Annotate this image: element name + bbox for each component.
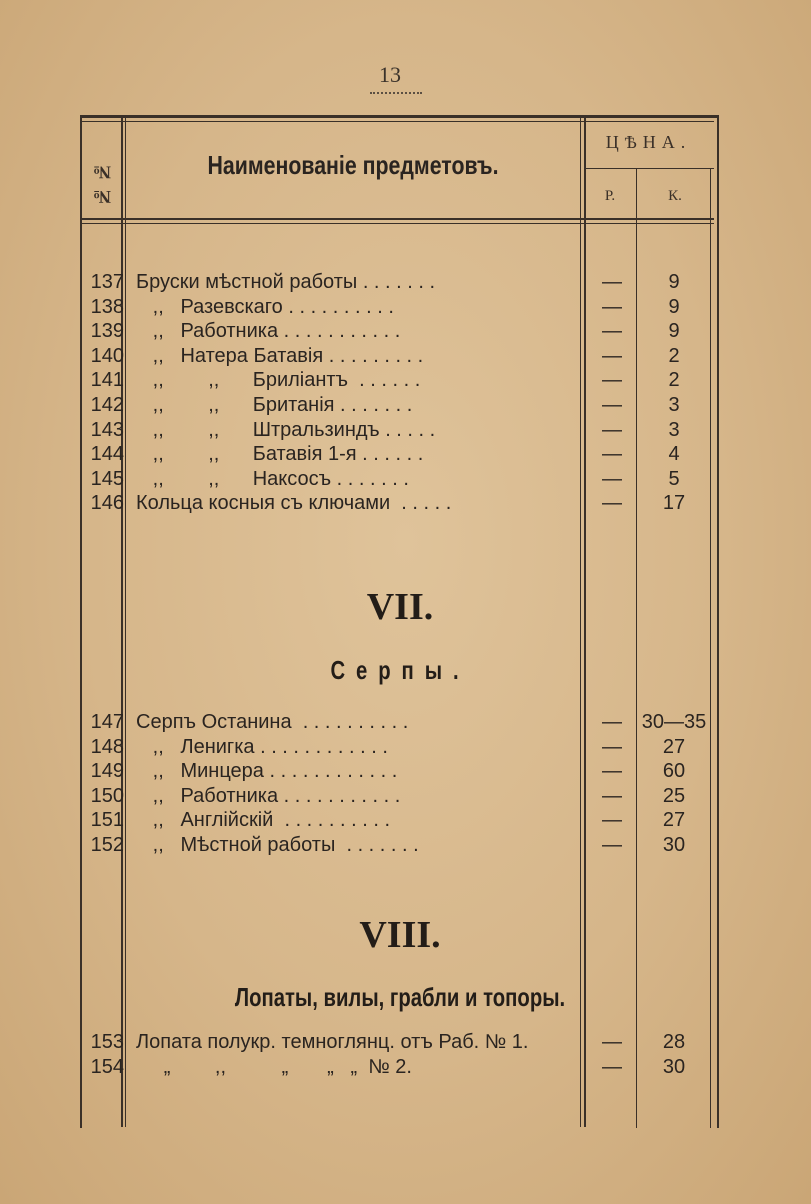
item-price-kop: 3 <box>668 394 680 416</box>
table-row <box>82 368 714 392</box>
item-number: 153 <box>90 1031 124 1053</box>
item-price-rub: — <box>602 369 622 392</box>
table-row <box>82 759 714 783</box>
item-price-rub: — <box>602 1031 622 1053</box>
item-name: ,, Англійскій . . . . . . . . . . <box>136 809 391 832</box>
page-number: 13 <box>379 62 401 87</box>
header-rule-bottom2 <box>82 223 714 224</box>
section-title: Серпы. <box>330 655 470 685</box>
item-name: ,, ,, Батавія 1-я . . . . . . <box>136 443 424 466</box>
item-name: ,, ,, Штральзиндъ . . . . . <box>136 418 436 441</box>
item-name: ,, Минцера . . . . . . . . . . . . <box>136 760 398 783</box>
item-price-rub: — <box>602 735 622 758</box>
item-number: 143 <box>90 418 124 441</box>
item-name: ,, Разевскаго . . . . . . . . . . <box>136 295 394 318</box>
item-price-kop: 4 <box>668 443 680 466</box>
header-title: Наименованіе предметовъ. <box>207 150 499 180</box>
item-price-kop: 17 <box>662 492 686 515</box>
item-price-rub: — <box>602 760 622 783</box>
item-number: 150 <box>90 784 124 807</box>
table-row <box>82 784 714 808</box>
table-row <box>82 295 714 319</box>
item-name: Серпъ Останина . . . . . . . . . . <box>136 711 409 733</box>
item-price-kop: 30 <box>662 834 686 856</box>
item-number: 151 <box>90 809 124 832</box>
table-row <box>82 270 714 294</box>
item-name: ,, ,, Наксосъ . . . . . . . <box>136 467 409 490</box>
table-row <box>82 344 714 368</box>
page-number-underline <box>370 90 422 94</box>
item-number: 147 <box>90 711 124 733</box>
item-price-rub: — <box>602 467 622 490</box>
table-row <box>82 1030 714 1054</box>
item-name: Лопата полукр. темноглянц. отъ Раб. № 1. <box>136 1031 529 1053</box>
item-number: 139 <box>90 320 124 343</box>
item-price-kop: 9 <box>668 320 680 343</box>
item-price-kop: 30—35 <box>641 711 707 733</box>
table-row <box>82 808 714 832</box>
col-line-number <box>121 117 123 1127</box>
header-rule-top <box>82 121 714 122</box>
item-price-rub: — <box>602 834 622 856</box>
header-number-column: № № <box>92 162 112 208</box>
item-price-rub: — <box>602 1055 622 1078</box>
item-number: 137 <box>90 271 124 293</box>
item-price-kop: 2 <box>668 369 680 392</box>
item-name: ,, Ленигка . . . . . . . . . . . . <box>136 735 388 758</box>
item-number: 154 <box>90 1055 124 1078</box>
item-number: 146 <box>90 492 124 515</box>
item-number: 144 <box>90 443 124 466</box>
header-price: ЦѢНА. <box>605 132 692 152</box>
item-price-rub: — <box>602 295 622 318</box>
table-row <box>82 1055 714 1079</box>
item-name: „ ,, „ „ „ № 2. <box>136 1055 412 1078</box>
item-name: ,, Натера Батавія . . . . . . . . . <box>136 344 424 367</box>
item-number: 145 <box>90 467 124 490</box>
col-line-name <box>580 117 581 1127</box>
item-number: 138 <box>90 295 124 318</box>
item-number: 141 <box>90 369 124 392</box>
item-price-rub: — <box>602 344 622 367</box>
item-price-rub: — <box>602 711 622 733</box>
item-price-rub: — <box>602 394 622 416</box>
item-name: ,, ,, Британія . . . . . . . <box>136 394 413 416</box>
item-price-kop: 60 <box>662 760 686 783</box>
item-number: 149 <box>90 760 124 783</box>
header-rub: Р. <box>604 188 616 204</box>
table-row <box>82 735 714 759</box>
item-price-kop: 27 <box>662 809 686 832</box>
price-subheader-rule <box>585 168 714 169</box>
table-row <box>82 833 714 857</box>
col-line-number2 <box>125 117 126 1127</box>
item-name: ,, ,, Бриліантъ . . . . . . <box>136 369 421 392</box>
item-name: Бруски мѣстной работы . . . . . . . <box>136 271 436 293</box>
item-name: ,, Работника . . . . . . . . . . . <box>136 320 401 343</box>
item-price-rub: — <box>602 320 622 343</box>
item-price-kop: 25 <box>662 784 686 807</box>
section-number: VIII. <box>359 914 441 956</box>
section-title: Лопаты, вилы, грабли и топоры. <box>234 982 566 1012</box>
table-row <box>82 319 714 343</box>
table-row <box>82 442 714 466</box>
item-price-rub: — <box>602 809 622 832</box>
item-price-kop: 27 <box>662 735 686 758</box>
section-number: VII. <box>366 586 434 628</box>
item-price-kop: 30 <box>662 1055 686 1078</box>
item-name: ,, Мѣстной работы . . . . . . . <box>136 834 419 856</box>
item-price-rub: — <box>602 784 622 807</box>
item-price-kop: 3 <box>668 418 680 441</box>
item-name: ,, Работника . . . . . . . . . . . <box>136 784 401 807</box>
table-row <box>82 418 714 442</box>
item-price-rub: — <box>602 443 622 466</box>
item-name: Кольца косныя съ ключами . . . . . <box>136 492 452 515</box>
item-number: 140 <box>90 344 124 367</box>
item-number: 148 <box>90 735 124 758</box>
table-row <box>82 710 714 734</box>
table-row <box>82 491 714 515</box>
col-line-name2 <box>584 117 586 1127</box>
item-price-kop: 5 <box>668 467 680 490</box>
table-row <box>82 467 714 491</box>
item-price-kop: 2 <box>668 344 680 367</box>
table-row <box>82 393 714 417</box>
item-price-kop: 9 <box>668 295 680 318</box>
item-price-rub: — <box>602 418 622 441</box>
item-price-rub: — <box>602 492 622 515</box>
item-number: 152 <box>90 834 124 856</box>
item-price-kop: 9 <box>668 271 680 293</box>
item-price-rub: — <box>602 271 622 293</box>
item-price-kop: 28 <box>662 1031 686 1053</box>
item-number: 142 <box>90 394 124 416</box>
header-rule-bottom <box>82 218 714 220</box>
header-kop: К. <box>668 188 682 204</box>
